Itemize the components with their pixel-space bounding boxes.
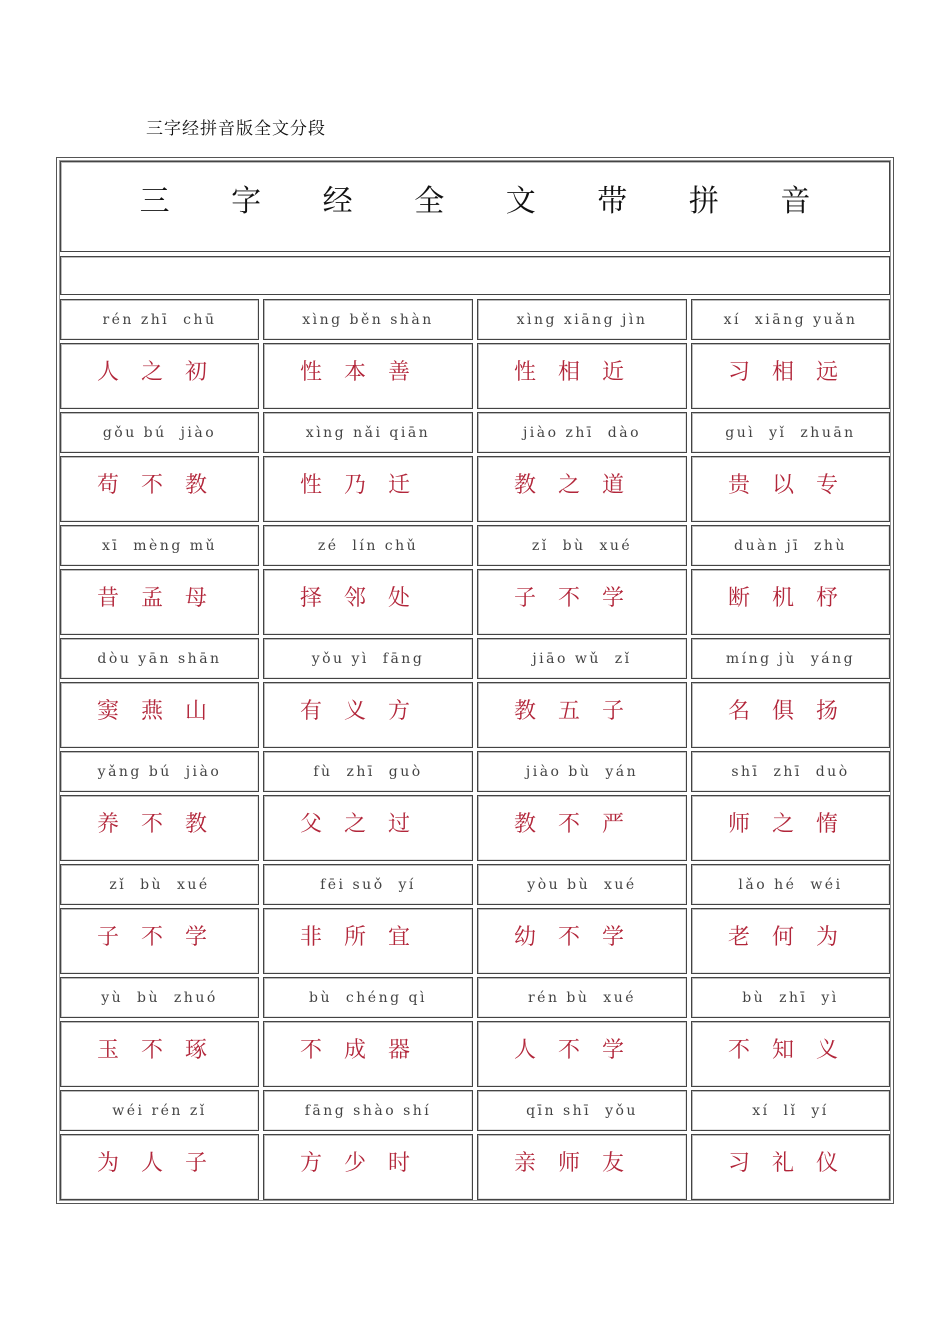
pinyin-cell: rén bù xué <box>477 977 687 1018</box>
hanzi-cell: 名俱扬 <box>691 682 890 748</box>
table-title: 三 字 经 全 文 带 拼 音 <box>139 184 837 219</box>
hanzi-cell: 苟不教 <box>60 456 259 522</box>
pinyin-cell: bù zhī yì <box>691 977 890 1018</box>
pinyin-cell: lǎo hé wéi <box>691 864 890 905</box>
pinyin-cell: xī mèng mǔ <box>60 525 259 566</box>
pinyin-cell: xìng xiāng jìn <box>477 299 687 340</box>
hanzi-cell: 人之初 <box>60 343 259 409</box>
hanzi-cell: 父之过 <box>263 795 473 861</box>
hanzi-cell: 子不学 <box>60 908 259 974</box>
pinyin-cell: jiāo wǔ zǐ <box>477 638 687 679</box>
pinyin-cell: xí xiāng yuǎn <box>691 299 890 340</box>
hanzi-cell: 养不教 <box>60 795 259 861</box>
hanzi-cell: 教五子 <box>477 682 687 748</box>
pinyin-cell: bù chéng qì <box>263 977 473 1018</box>
pinyin-cell: qīn shī yǒu <box>477 1090 687 1131</box>
pinyin-cell: fēi suǒ yí <box>263 864 473 905</box>
hanzi-cell: 人不学 <box>477 1021 687 1087</box>
hanzi-cell: 择邻处 <box>263 569 473 635</box>
pinyin-cell: jiào bù yán <box>477 751 687 792</box>
pinyin-cell: zé lín chǔ <box>263 525 473 566</box>
hanzi-cell: 方少时 <box>263 1134 473 1200</box>
pinyin-cell: yǒu yì fāng <box>263 638 473 679</box>
hanzi-cell: 习礼仪 <box>691 1134 890 1200</box>
hanzi-cell: 亲师友 <box>477 1134 687 1200</box>
hanzi-cell: 习相远 <box>691 343 890 409</box>
pinyin-cell: xìng nǎi qiān <box>263 412 473 453</box>
pinyin-cell: yǎng bú jiào <box>60 751 259 792</box>
pinyin-cell: yòu bù xué <box>477 864 687 905</box>
hanzi-cell: 为人子 <box>60 1134 259 1200</box>
hanzi-cell: 窦燕山 <box>60 682 259 748</box>
pinyin-cell: zǐ bù xué <box>477 525 687 566</box>
pinyin-cell: dòu yān shān <box>60 638 259 679</box>
hanzi-cell: 子不学 <box>477 569 687 635</box>
pinyin-cell: xí lǐ yí <box>691 1090 890 1131</box>
hanzi-cell: 老何为 <box>691 908 890 974</box>
hanzi-cell: 断机杼 <box>691 569 890 635</box>
document-heading: 三字经拼音版全文分段 <box>146 119 326 139</box>
hanzi-cell: 性相近 <box>477 343 687 409</box>
pinyin-cell: shī zhī duò <box>691 751 890 792</box>
pinyin-cell: xìng běn shàn <box>263 299 473 340</box>
hanzi-cell: 性乃迁 <box>263 456 473 522</box>
pinyin-cell: yù bù zhuó <box>60 977 259 1018</box>
hanzi-cell: 不成器 <box>263 1021 473 1087</box>
pinyin-cell: fāng shào shí <box>263 1090 473 1131</box>
hanzi-cell: 有义方 <box>263 682 473 748</box>
hanzi-cell: 贵以专 <box>691 456 890 522</box>
pinyin-cell: zǐ bù xué <box>60 864 259 905</box>
pinyin-cell: fù zhī guò <box>263 751 473 792</box>
pinyin-cell: jiào zhī dào <box>477 412 687 453</box>
table-title-cell <box>60 161 890 252</box>
pinyin-cell: rén zhī chū <box>60 299 259 340</box>
pinyin-cell: duàn jī zhù <box>691 525 890 566</box>
pinyin-cell: guì yǐ zhuān <box>691 412 890 453</box>
empty-row <box>60 256 890 295</box>
pinyin-cell: míng jù yáng <box>691 638 890 679</box>
hanzi-cell: 师之惰 <box>691 795 890 861</box>
hanzi-cell: 性本善 <box>263 343 473 409</box>
hanzi-cell: 教之道 <box>477 456 687 522</box>
hanzi-cell: 不知义 <box>691 1021 890 1087</box>
hanzi-cell: 玉不琢 <box>60 1021 259 1087</box>
pinyin-cell: gǒu bú jiào <box>60 412 259 453</box>
hanzi-cell: 幼不学 <box>477 908 687 974</box>
hanzi-cell: 昔孟母 <box>60 569 259 635</box>
pinyin-cell: wéi rén zǐ <box>60 1090 259 1131</box>
hanzi-cell: 非所宜 <box>263 908 473 974</box>
hanzi-cell: 教不严 <box>477 795 687 861</box>
